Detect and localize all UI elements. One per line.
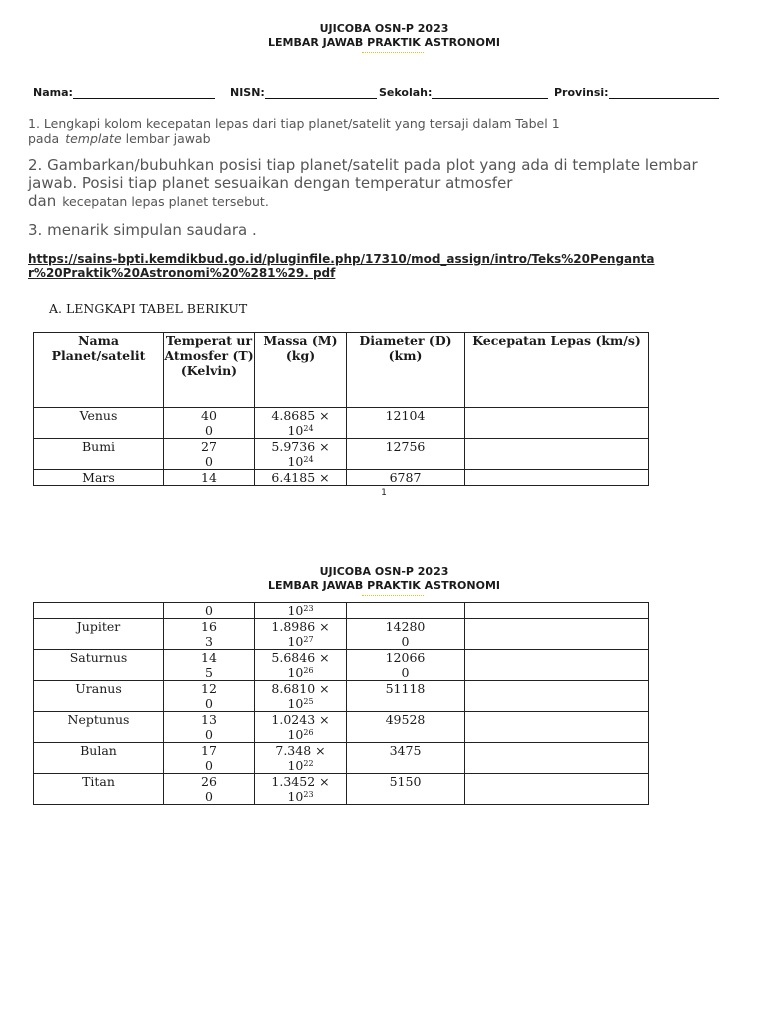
planet-name: Jupiter: [34, 619, 164, 650]
instruction-1-template: template: [65, 131, 122, 146]
diameter-cell: [347, 439, 465, 470]
header-diameter: Diameter (D) (km): [347, 333, 465, 408]
diameter-line-1: 14280: [385, 619, 426, 634]
mass-exponent: 27: [303, 635, 314, 644]
mass-exponent: 23: [303, 604, 314, 613]
mass-line-2: [255, 665, 346, 680]
header-title: UJICOBA OSN-P 2023: [319, 22, 449, 35]
header-subtitle: [268, 579, 500, 593]
header-escape-velocity: Kecepatan Lepas (km/s): [465, 333, 649, 408]
planet-name: Mars: [34, 470, 164, 486]
temperature-cell: [164, 408, 255, 439]
mass-exponent: 25: [303, 697, 314, 706]
mass-line-1: 1.3452 ×: [271, 774, 330, 789]
header-title: UJICOBA OSN-P 2023: [319, 565, 449, 578]
diameter-line-1: 12756: [385, 439, 426, 454]
instruction-1-pada: pada: [28, 131, 60, 146]
temperature-cell: [164, 743, 255, 774]
diameter-line-1: 12104: [385, 408, 426, 423]
temperature-line-1: 14: [201, 650, 217, 665]
temperature-line-1: 13: [201, 712, 217, 727]
spellcheck-underline: [362, 592, 424, 596]
planet-name: [34, 603, 164, 619]
data-table-page-2: [33, 602, 649, 805]
planet-name: Saturnus: [34, 650, 164, 681]
mass-exponent: 24: [303, 424, 314, 433]
temperature-cell: [164, 619, 255, 650]
mass-base: 10: [287, 665, 304, 680]
mass-line-1: 4.8685 ×: [271, 408, 330, 423]
mass-base: 10: [287, 758, 304, 773]
diameter-cell: [347, 712, 465, 743]
temperature-cell: 14: [164, 470, 255, 486]
temperature-cell: [164, 439, 255, 470]
mass-line-1: 1.0243 ×: [271, 712, 330, 727]
nama-field[interactable]: [33, 86, 230, 99]
planet-name: Bumi: [34, 439, 164, 470]
temperature-line-2: 5: [205, 665, 213, 680]
instruction-3: 3. menarik simpulan saudara .: [28, 221, 257, 239]
diameter-cell: 6787: [347, 470, 465, 486]
escape-velocity-input[interactable]: [465, 470, 649, 486]
planet-name: Neptunus: [34, 712, 164, 743]
sekolah-line[interactable]: [432, 87, 548, 99]
mass-line-2: [255, 758, 346, 773]
spellcheck-underline: [362, 49, 424, 53]
mass-line-1: 8.6810 ×: [271, 681, 330, 696]
mass-cell: [255, 619, 347, 650]
page-number: 1: [381, 488, 387, 498]
temperature-line-2: 3: [205, 634, 213, 649]
table-header-row: [34, 333, 649, 408]
header-subtitle-text: LEMBAR JAWAB PRAKTIK ASTRONOMI: [267, 36, 501, 49]
temperature-line-1: 40: [201, 408, 217, 423]
escape-velocity-input[interactable]: [465, 619, 649, 650]
temperature-line-2: 0: [205, 696, 213, 711]
table-row: [34, 774, 649, 805]
provinsi-label: Provinsi:: [554, 86, 609, 99]
temperature-cell: 0: [164, 603, 255, 619]
mass-line-2: [255, 423, 346, 438]
provinsi-line[interactable]: [609, 87, 719, 99]
temperature-line-2: 0: [205, 758, 213, 773]
mass-base: 10: [287, 696, 304, 711]
mass-base: 10: [287, 789, 304, 804]
table-row: [34, 619, 649, 650]
escape-velocity-input[interactable]: [465, 774, 649, 805]
mass-cell: [255, 650, 347, 681]
temperature-line-1: 16: [201, 619, 217, 634]
diameter-cell: [347, 408, 465, 439]
mass-line-1: 1.8986 ×: [271, 619, 330, 634]
diameter-line-1: 12066: [385, 650, 426, 665]
planet-name: Titan: [34, 774, 164, 805]
table-row: [34, 470, 649, 486]
mass-base: 10: [287, 454, 304, 469]
diameter-line-1: 5150: [389, 774, 422, 789]
planet-name: Uranus: [34, 681, 164, 712]
table-row: [34, 681, 649, 712]
mass-cell: [255, 712, 347, 743]
table-row: [34, 408, 649, 439]
table-row: [34, 712, 649, 743]
mass-base: 10: [287, 603, 304, 618]
instruction-1-line-b: [28, 131, 628, 146]
mass-cell: 6.4185 ×: [255, 470, 347, 486]
diameter-cell: [347, 743, 465, 774]
mass-cell: [255, 439, 347, 470]
temperature-line-1: 12: [201, 681, 217, 696]
identity-fields: [33, 86, 733, 99]
header-subtitle-text: LEMBAR JAWAB PRAKTIK ASTRONOMI: [267, 579, 501, 592]
header-name: Nama Planet/satelit: [34, 333, 164, 408]
header-subtitle: [268, 36, 500, 50]
sekolah-field[interactable]: [379, 86, 554, 99]
escape-velocity-input[interactable]: [465, 712, 649, 743]
escape-velocity-input[interactable]: [465, 650, 649, 681]
planet-name: Venus: [34, 408, 164, 439]
diameter-line-1: 49528: [385, 712, 426, 727]
diameter-line-2: 0: [401, 665, 410, 680]
table-row: [34, 743, 649, 774]
mass-line-1: 5.9736 ×: [271, 439, 330, 454]
section-title: A. LENGKAPI TABEL BERIKUT: [49, 301, 248, 316]
escape-velocity-input[interactable]: [465, 408, 649, 439]
escape-velocity-input[interactable]: [465, 439, 649, 470]
instruction-1-line-a: 1. Lengkapi kolom kecepatan lepas dari tiap planet/satelit yang tersaji dalam Tabel 1: [28, 116, 560, 131]
nisn-label: NISN:: [230, 86, 265, 99]
temperature-line-1: 26: [201, 774, 217, 789]
escape-velocity-input[interactable]: [465, 681, 649, 712]
temperature-cell: [164, 712, 255, 743]
provinsi-field[interactable]: [554, 86, 719, 99]
temperature-cell: [164, 650, 255, 681]
temperature-line-2: 0: [205, 727, 213, 742]
temperature-cell: [164, 774, 255, 805]
mass-line-1: 5.6846 ×: [271, 650, 330, 665]
header-temperature: Temperat ur Atmosfer (T) (Kelvin): [164, 333, 255, 408]
diameter-cell: [347, 603, 465, 619]
nisn-field[interactable]: [230, 86, 379, 99]
diameter-cell: [347, 619, 465, 650]
mass-line-2: [255, 789, 346, 804]
mass-base: 10: [287, 727, 304, 742]
mass-cell: [255, 774, 347, 805]
diameter-cell: [347, 774, 465, 805]
diameter-cell: [347, 681, 465, 712]
mass-line-2: [255, 454, 346, 469]
diameter-line-1: 3475: [389, 743, 422, 758]
instruction-1-lembar: lembar jawab: [121, 131, 211, 146]
mass-exponent: 24: [303, 455, 314, 464]
mass-cell: [255, 408, 347, 439]
mass-exponent: 23: [303, 790, 314, 799]
nama-line[interactable]: [73, 87, 215, 99]
nisn-line[interactable]: [265, 87, 377, 99]
table-row: [34, 439, 649, 470]
instruction-2-line-a: 2. Gambarkan/bubuhkan posisi tiap planet/satelit pada plot yang ada di template lembar jawab. Posisi tiap planet sesuaikan dengan temperatur atmosfer: [28, 156, 698, 192]
temperature-line-2: 0: [205, 789, 213, 804]
mass-line-2: [255, 727, 346, 742]
temperature-line-1: 27: [201, 439, 217, 454]
diameter-line-1: 51118: [385, 681, 426, 696]
diameter-cell: [347, 650, 465, 681]
mass-line-1: 7.348 ×: [275, 743, 326, 758]
table-row: [34, 650, 649, 681]
reference-link[interactable]: https://sains-bpti.kemdikbud.go.id/pluginfile.php/17310/mod_assign/intro/Teks%20Pengantar%20Praktik%20Astronomi%20%281%29. pdf: [28, 252, 655, 280]
nama-label: Nama:: [33, 86, 73, 99]
mass-cell: [255, 681, 347, 712]
page-header: [0, 22, 768, 50]
mass-exponent: 26: [303, 666, 314, 675]
planet-name: Bulan: [34, 743, 164, 774]
data-table-page-1: [33, 332, 649, 486]
mass-line-2: [255, 696, 346, 711]
instruction-2-small: kecepatan lepas planet tersebut.: [62, 194, 269, 209]
mass-base: 10: [287, 634, 304, 649]
page-header-2: [0, 565, 768, 593]
table-row-continued: [34, 603, 649, 619]
diameter-line-2: 0: [401, 634, 410, 649]
sekolah-label: Sekolah:: [379, 86, 433, 99]
escape-velocity-input[interactable]: [465, 603, 649, 619]
mass-line-2: [255, 634, 346, 649]
escape-velocity-input[interactable]: [465, 743, 649, 774]
mass-cell: [255, 603, 347, 619]
instruction-2: [28, 156, 728, 211]
mass-cell: [255, 743, 347, 774]
instruction-1: [28, 116, 628, 146]
temperature-line-1: 17: [201, 743, 217, 758]
instruction-2-line-b: [28, 192, 728, 211]
temperature-cell: [164, 681, 255, 712]
mass-base: 10: [287, 423, 304, 438]
mass-exponent: 22: [303, 759, 314, 768]
temperature-line-2: 0: [205, 423, 213, 438]
temperature-line-2: 0: [205, 454, 213, 469]
instruction-2-dan: dan: [28, 192, 57, 210]
header-mass: Massa (M) (kg): [255, 333, 347, 408]
mass-exponent: 26: [303, 728, 314, 737]
